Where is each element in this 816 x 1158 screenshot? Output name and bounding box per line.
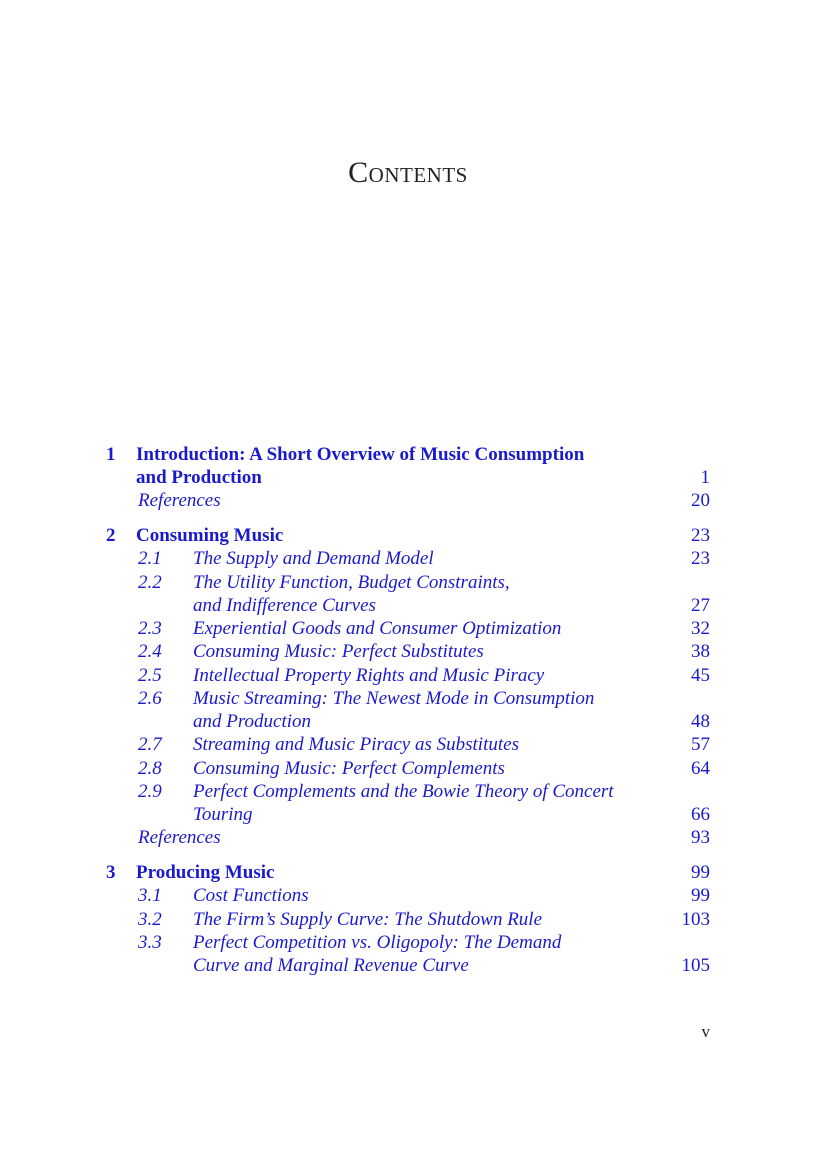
- section-title[interactable]: The Firm’s Supply Curve: The Shutdown Rule: [193, 909, 543, 930]
- page-number[interactable]: 20: [691, 490, 710, 511]
- section-number[interactable]: 2.6: [138, 688, 162, 709]
- section-number[interactable]: 3.2: [138, 909, 162, 930]
- section-title[interactable]: The Supply and Demand Model: [193, 548, 434, 569]
- chapter-number[interactable]: 2: [106, 525, 116, 546]
- page-title: Contents: [348, 156, 468, 189]
- page-number[interactable]: 105: [681, 955, 710, 976]
- page-number[interactable]: 103: [681, 909, 710, 930]
- section-number[interactable]: 3.3: [138, 932, 162, 953]
- section-title[interactable]: Consuming Music: Perfect Complements: [193, 758, 505, 779]
- page-number[interactable]: 1: [700, 467, 710, 488]
- section-title[interactable]: Intellectual Property Rights and Music Piracy: [193, 665, 545, 686]
- page-number[interactable]: 93: [691, 827, 710, 848]
- page-number[interactable]: 64: [691, 758, 710, 779]
- section-title[interactable]: Streaming and Music Piracy as Substitutes: [193, 734, 519, 755]
- section-title[interactable]: and Production: [193, 711, 312, 732]
- references-link[interactable]: References: [138, 827, 221, 848]
- chapter-title[interactable]: Consuming Music: [136, 525, 284, 546]
- page-number[interactable]: 99: [691, 885, 710, 906]
- chapter-title[interactable]: Producing Music: [136, 862, 275, 883]
- section-title[interactable]: The Utility Function, Budget Constraints,: [193, 572, 510, 593]
- page-number[interactable]: 66: [691, 804, 710, 825]
- section-title[interactable]: Cost Functions: [193, 885, 309, 906]
- chapter-number[interactable]: 3: [106, 862, 116, 883]
- chapter-title[interactable]: and Production: [136, 467, 262, 488]
- section-number[interactable]: 2.3: [138, 618, 162, 639]
- chapter-number[interactable]: 1: [106, 444, 116, 465]
- section-title[interactable]: Perfect Competition vs. Oligopoly: The Demand: [193, 932, 562, 953]
- section-number[interactable]: 2.4: [138, 641, 162, 662]
- section-number[interactable]: 2.9: [138, 781, 162, 802]
- page-number[interactable]: 27: [691, 595, 710, 616]
- section-title[interactable]: Curve and Marginal Revenue Curve: [193, 955, 469, 976]
- page-number[interactable]: 23: [691, 548, 710, 569]
- section-title[interactable]: Consuming Music: Perfect Substitutes: [193, 641, 484, 662]
- section-number[interactable]: 2.2: [138, 572, 162, 593]
- page-number[interactable]: 23: [691, 525, 710, 546]
- section-number[interactable]: 2.7: [138, 734, 162, 755]
- section-title[interactable]: Perfect Complements and the Bowie Theory of Concert: [193, 781, 614, 802]
- page-number[interactable]: 48: [691, 711, 710, 732]
- section-number[interactable]: 2.8: [138, 758, 162, 779]
- page-number[interactable]: 99: [691, 862, 710, 883]
- folio-page-number: v: [701, 1022, 710, 1041]
- page-number[interactable]: 45: [691, 665, 710, 686]
- page-number[interactable]: 32: [691, 618, 710, 639]
- section-title[interactable]: Music Streaming: The Newest Mode in Consumption: [193, 688, 595, 709]
- section-number[interactable]: 2.5: [138, 665, 162, 686]
- section-number[interactable]: 3.1: [138, 885, 162, 906]
- section-number[interactable]: 2.1: [138, 548, 162, 569]
- page-number[interactable]: 38: [691, 641, 710, 662]
- page-number[interactable]: 57: [691, 734, 710, 755]
- references-link[interactable]: References: [138, 490, 221, 511]
- chapter-title[interactable]: Introduction: A Short Overview of Music Consumption: [136, 444, 585, 465]
- section-title[interactable]: and Indifference Curves: [193, 595, 376, 616]
- section-title[interactable]: Touring: [193, 804, 253, 825]
- section-title[interactable]: Experiential Goods and Consumer Optimization: [193, 618, 562, 639]
